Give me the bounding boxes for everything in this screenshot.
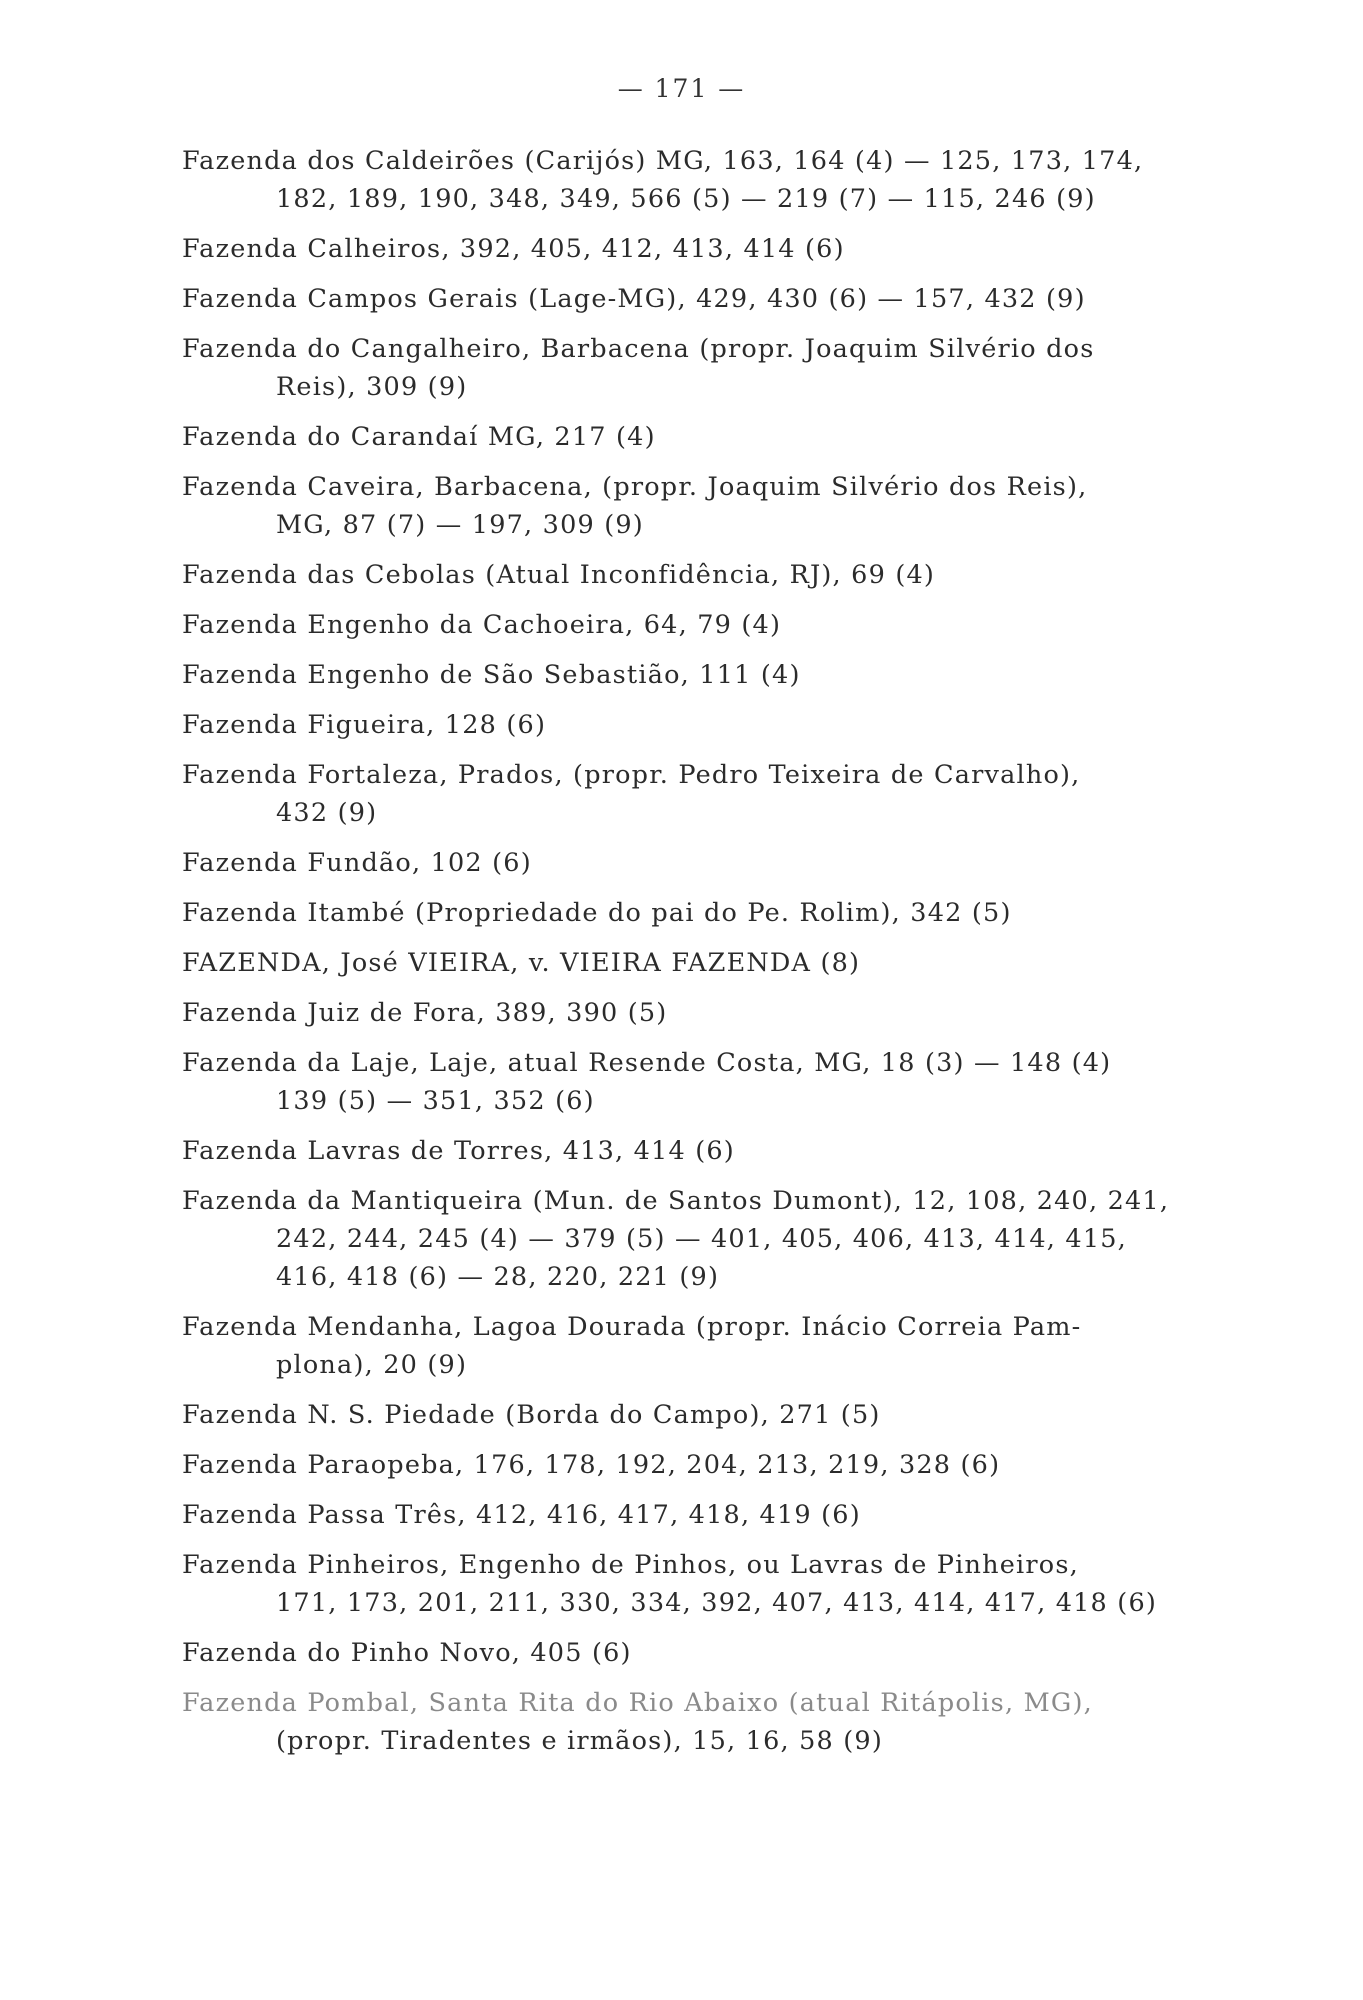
index-entry-continuation: 182, 189, 190, 348, 349, 566 (5) — 219 (7) — 115, 246 (9) — [276, 184, 1096, 214]
index-entry-text: Fazenda das Cebolas (Atual Inconfidência, RJ), 69 (4) — [182, 560, 936, 590]
index-entry-text: Fazenda Engenho da Cachoeira, 64, 79 (4) — [182, 610, 782, 640]
index-entry-continuation: plona), 20 (9) — [276, 1350, 468, 1380]
index-entry — [182, 994, 1222, 1032]
index-entry-text: Fazenda Pombal, Santa Rita do Rio Abaixo (atual Ritápolis, MG), — [182, 1688, 1093, 1718]
index-entry-continuation: 139 (5) — 351, 352 (6) — [276, 1086, 595, 1116]
index-entry — [182, 1684, 1222, 1760]
index-entry — [182, 1044, 1222, 1120]
index-entry — [182, 944, 1222, 982]
index-entry-text: Fazenda Pinheiros, Engenho de Pinhos, ou Lavras de Pinheiros, — [182, 1550, 1079, 1580]
index-entry-text: Fazenda da Mantiqueira (Mun. de Santos Dumont), 12, 108, 240, 241, — [182, 1186, 1170, 1216]
index-entry — [182, 468, 1222, 544]
index-entry — [182, 280, 1222, 318]
index-entry-text: Fazenda Itambé (Propriedade do pai do Pe. Rolim), 342 (5) — [182, 898, 1012, 928]
index-entry-text: Fazenda Mendanha, Lagoa Dourada (propr. Inácio Correia Pam- — [182, 1312, 1082, 1342]
index-entry — [182, 844, 1222, 882]
index-list — [182, 142, 1222, 1772]
index-entry — [182, 1446, 1222, 1484]
index-entry-text: Fazenda Lavras de Torres, 413, 414 (6) — [182, 1136, 735, 1166]
index-entry-continuation: 171, 173, 201, 211, 330, 334, 392, 407, 413, 414, 417, 418 (6) — [276, 1588, 1158, 1618]
index-entry — [182, 230, 1222, 268]
index-entry-text: Fazenda N. S. Piedade (Borda do Campo), 271 (5) — [182, 1400, 881, 1430]
index-entry-text: Fazenda do Cangalheiro, Barbacena (propr. Joaquim Silvério dos — [182, 334, 1095, 364]
index-entry-continuation: MG, 87 (7) — 197, 309 (9) — [276, 510, 644, 540]
index-entry-text: FAZENDA, José VIEIRA, v. VIEIRA FAZENDA (8) — [182, 948, 861, 978]
index-entry-text: Fazenda Caveira, Barbacena, (propr. Joaquim Silvério dos Reis), — [182, 472, 1088, 502]
index-entry — [182, 142, 1222, 218]
index-entry-continuation: 242, 244, 245 (4) — 379 (5) — 401, 405, 406, 413, 414, 415, — [276, 1224, 1127, 1254]
index-entry-text: Fazenda Calheiros, 392, 405, 412, 413, 414 (6) — [182, 234, 845, 264]
index-entry — [182, 556, 1222, 594]
index-entry-text: Fazenda Campos Gerais (Lage-MG), 429, 430 (6) — 157, 432 (9) — [182, 284, 1086, 314]
index-entry — [182, 330, 1222, 406]
index-entry-text: Fazenda Fortaleza, Prados, (propr. Pedro Teixeira de Carvalho), — [182, 760, 1081, 790]
index-entry — [182, 1132, 1222, 1170]
index-entry — [182, 1634, 1222, 1672]
index-entry-continuation: 432 (9) — [276, 798, 378, 828]
index-entry-text: Fazenda Juiz de Fora, 389, 390 (5) — [182, 998, 668, 1028]
index-entry-text: Fazenda Passa Três, 412, 416, 417, 418, 419 (6) — [182, 1500, 861, 1530]
index-entry — [182, 1182, 1222, 1296]
index-entry-text: Fazenda Engenho de São Sebastião, 111 (4) — [182, 660, 801, 690]
index-entry-text: Fazenda Figueira, 128 (6) — [182, 710, 547, 740]
index-entry-text: Fazenda dos Caldeirões (Carijós) MG, 163, 164 (4) — 125, 173, 174, — [182, 146, 1144, 176]
index-entry-text: Fazenda do Pinho Novo, 405 (6) — [182, 1638, 632, 1668]
index-entry — [182, 894, 1222, 932]
index-entry — [182, 1546, 1222, 1622]
index-entry-text: Fazenda da Laje, Laje, atual Resende Costa, MG, 18 (3) — 148 (4) — [182, 1048, 1112, 1078]
index-entry — [182, 606, 1222, 644]
index-entry — [182, 756, 1222, 832]
index-entry-continuation: 416, 418 (6) — 28, 220, 221 (9) — [276, 1262, 720, 1292]
index-entry — [182, 418, 1222, 456]
index-entry — [182, 706, 1222, 744]
index-entry — [182, 1308, 1222, 1384]
index-entry — [182, 656, 1222, 694]
index-entry-continuation: Reis), 309 (9) — [276, 372, 468, 402]
index-entry-text: Fazenda Paraopeba, 176, 178, 192, 204, 213, 219, 328 (6) — [182, 1450, 1001, 1480]
index-entry-text: Fazenda do Carandaí MG, 217 (4) — [182, 422, 656, 452]
index-entry-continuation: (propr. Tiradentes e irmãos), 15, 16, 58 (9) — [276, 1726, 883, 1756]
index-entry-text: Fazenda Fundão, 102 (6) — [182, 848, 532, 878]
index-entry — [182, 1396, 1222, 1434]
index-entry — [182, 1496, 1222, 1534]
page-number: — 171 — — [617, 74, 746, 103]
